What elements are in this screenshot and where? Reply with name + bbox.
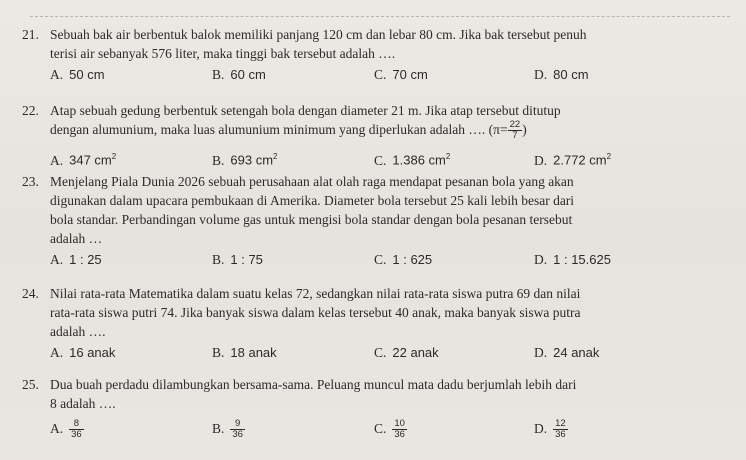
- option-b[interactable]: B. 1 : 75: [212, 252, 263, 267]
- option-b[interactable]: B. 693 $cm^2$: [212, 152, 278, 168]
- option-a[interactable]: A. 16 anak: [50, 345, 116, 360]
- question-number: 22.: [22, 103, 39, 118]
- options-row: [22, 343, 722, 363]
- option-d[interactable]: D. $\frac{12}{36}$: [534, 418, 566, 441]
- options-row: [22, 250, 722, 270]
- question-text-line: Atap sebuah gedung berbentuk setengah bola dengan diameter 21 m. Jika atap tersebut ditutup: [50, 103, 561, 118]
- options-row: [22, 419, 722, 447]
- option-c[interactable]: C. 1.386 $cm^2$: [374, 152, 451, 168]
- question-text-line: dengan alumunium, maka luas alumunium minimum yang diperlukan adalah ….: [50, 122, 486, 137]
- option-a[interactable]: A. $\frac{8}{36}$: [50, 418, 82, 441]
- question-text-line: Menjelang Piala Dunia 2026 sebuah perusahaan alat olah raga mendapat pesanan bola yang akan: [50, 174, 574, 189]
- question-22: [22, 101, 722, 167]
- options-row: [22, 147, 722, 167]
- option-c[interactable]: C. 22 anak: [374, 345, 439, 360]
- question-text-line: Dua buah perdadu dilambungkan bersama-sama. Peluang muncul mata dadu berjumlah lebih dari: [50, 377, 577, 392]
- question-text-line: rata-rata siswa putri 74. Jika banyak siswa dalam kelas tersebut 40 anak, maka banyak siswa putra: [50, 305, 581, 320]
- option-a[interactable]: A. 50 cm: [50, 67, 105, 82]
- question-number: 23.: [22, 174, 39, 189]
- question-25: [22, 375, 722, 447]
- question-text-line: Sebuah bak air berbentuk balok memiliki panjang 120 cm dan lebar 80 cm. Jika bak tersebut penuh: [50, 27, 587, 42]
- question-text-line: digunakan dalam upacara pembukaan di Amerika. Diameter bola tersebut 25 kali lebih besar dari: [50, 193, 575, 208]
- options-row: [22, 65, 722, 85]
- option-c[interactable]: C. 1 : 625: [374, 252, 433, 267]
- option-b[interactable]: B. 18 anak: [212, 345, 277, 360]
- option-d[interactable]: D. 2.772 $cm^2$: [534, 152, 612, 168]
- question-number: 21.: [22, 27, 39, 42]
- option-d[interactable]: D. 80 cm: [534, 67, 589, 82]
- question-text-line: adalah …: [50, 231, 103, 246]
- question-text-line: terisi air sebanyak 576 liter, maka tinggi bak tersebut adalah ….: [50, 46, 396, 61]
- option-b[interactable]: B. $\frac{9}{36}$: [212, 418, 243, 441]
- top-divider: [30, 16, 730, 17]
- option-d[interactable]: D. 1 : 15.625: [534, 252, 611, 267]
- option-c[interactable]: C. 70 cm: [374, 67, 428, 82]
- question-number: 24.: [22, 286, 39, 301]
- pi-approximation: (π= $\frac{22}{7}$ ): [488, 119, 527, 142]
- option-b[interactable]: B. 60 cm: [212, 67, 266, 82]
- question-text-line: bola standar. Perbandingan volume gas untuk mengisi bola standar dengan bola pesanan tersebut: [50, 212, 573, 227]
- question-text-line: adalah ….: [50, 324, 106, 339]
- option-a[interactable]: A. 1 : 25: [50, 252, 102, 267]
- option-a[interactable]: A. 347 $cm^2$: [50, 152, 117, 168]
- option-d[interactable]: D. 24 anak: [534, 345, 600, 360]
- question-number: 25.: [22, 377, 39, 392]
- question-23: [22, 172, 722, 270]
- question-text-line: Nilai rata-rata Matematika dalam suatu kelas 72, sedangkan nilai rata-rata siswa putra 69 dan nilai: [50, 286, 581, 301]
- question-21: [22, 25, 722, 85]
- question-24: [22, 284, 722, 363]
- question-text-line: 8 adalah ….: [50, 396, 116, 411]
- option-c[interactable]: C. $\frac{10}{36}$: [374, 418, 405, 441]
